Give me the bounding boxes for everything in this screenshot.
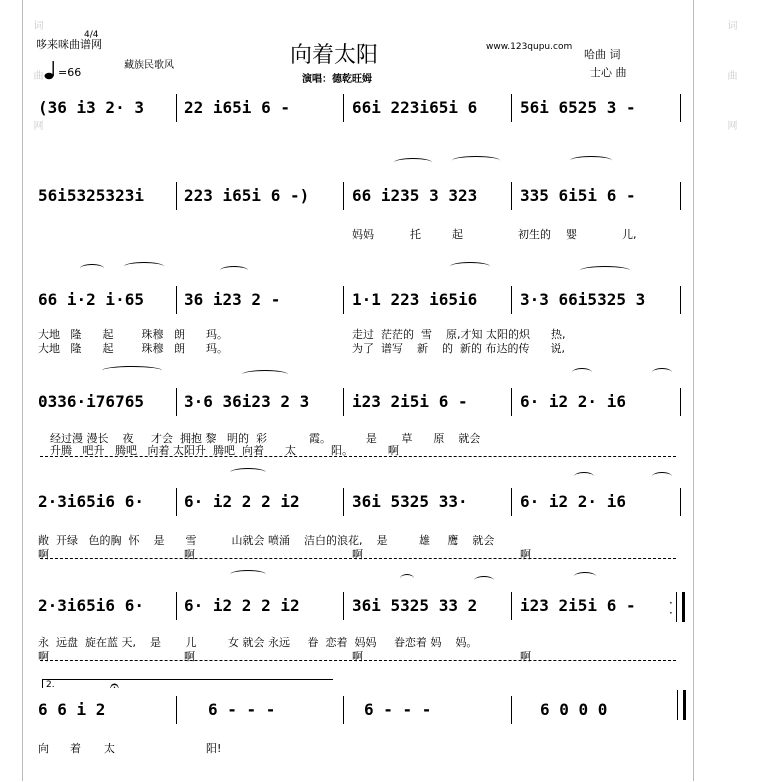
slur [574, 472, 594, 481]
row4-measure3: i23 2i5i 6 - [352, 392, 468, 411]
slur [124, 262, 164, 271]
lyric: 起 [452, 228, 463, 241]
row5-measure1: 2·3i65i6 6· [38, 492, 144, 511]
row5-measure3: 36i 5325 33· [352, 492, 468, 511]
barline [343, 696, 344, 724]
row1-measure4: 56i 6525 3 - [520, 98, 636, 117]
style-label: 藏族民歌风 [124, 60, 174, 71]
row7-measure2: 6 - - - [208, 700, 276, 719]
row6-measure4: i23 2i5i 6 - [520, 596, 636, 615]
slur [400, 574, 414, 583]
barline [511, 94, 512, 122]
barline [343, 182, 344, 210]
dotted-extension [40, 456, 676, 457]
lyric-line2: 啊 [38, 650, 49, 663]
lyric-line2: 啊 [520, 650, 531, 663]
barline [176, 696, 177, 724]
site-logo: 哆来咪曲谱网 [36, 38, 102, 51]
row1-measure2: 22 i65i 6 - [184, 98, 290, 117]
row5-measure4: 6· i2 2· i6 [520, 492, 626, 511]
lyric: 儿, [622, 228, 637, 241]
row6-measure1: 2·3i65i6 6· [38, 596, 144, 615]
lyric-line1: 大地 隆 起 珠穆 朗 玛。 [38, 328, 228, 341]
lyric: 着 [70, 742, 81, 755]
row2-measure3: 66 i235 3 323 [352, 186, 478, 205]
lyricist: 哈曲 词 [584, 48, 621, 61]
barline [343, 592, 344, 620]
song-title: 向着太阳 [290, 43, 379, 68]
lyric-line1b: 走过 茫茫的 雪 原,才知 太阳的炽 热, [352, 328, 566, 341]
barline [343, 388, 344, 416]
barline [511, 388, 512, 416]
lyric-line2: 大地 隆 起 珠穆 朗 玛。 [38, 342, 228, 355]
final-barline [677, 690, 686, 720]
slur [572, 368, 592, 377]
lyric: 阳! [206, 742, 222, 755]
slur [220, 266, 248, 275]
barline [176, 388, 177, 416]
lyric-line1: 敞 开绿 色的胸 怀 是 雪 山就会 喷涌 洁白的浪花, 是 雄 鹰 就会 [38, 534, 495, 547]
slur [580, 266, 630, 275]
slur [102, 366, 162, 375]
lyric-line2b: 为了 谱写 新 的 新的 布达的传 说, [352, 342, 565, 355]
lyric: 妈妈 [352, 228, 374, 241]
barline [680, 286, 681, 314]
barline [176, 182, 177, 210]
slur [450, 262, 490, 271]
lyric-line1: 经过漫 漫长 夜 才会 拥抱 黎 明的 彩 霞。 是 草 原 就会 [50, 432, 481, 445]
site-url: www.123qupu.com [486, 42, 573, 52]
barline [176, 592, 177, 620]
barline [511, 592, 512, 620]
watermark-right: 词曲网 [725, 20, 736, 170]
barline [343, 94, 344, 122]
barline [343, 488, 344, 516]
lyric-line2: 升腾 吧升 腾吧 向着 太阳升 腾吧 向着 太 阳。 啊 [50, 444, 399, 457]
time-signature: 4/4 [84, 30, 99, 40]
lyric-line1: 永 远盘 旋在蓝 天, 是 儿 女 就会 永远 眷 恋着 妈妈 眷恋着 妈 妈。 [38, 636, 478, 649]
ending-number: 2. [46, 680, 55, 690]
row7-measure4: 6 0 0 0 [540, 700, 608, 719]
slur [80, 264, 104, 273]
row4-measure1: 0336·i76765 [38, 392, 144, 411]
lyric-line2: 啊 [184, 548, 195, 561]
row2-measure4: 335 6i5i 6 - [520, 186, 636, 205]
slur [652, 472, 672, 481]
row3-measure1: 66 i·2 i·65 [38, 290, 144, 309]
row3-measure4: 3·3 66i5325 3 [520, 290, 646, 309]
row2-measure2: 223 i65i 6 -) [184, 186, 310, 205]
lyric: 托 [410, 228, 421, 241]
fermata-icon: 𝄐 [110, 676, 119, 695]
barline [680, 94, 681, 122]
slur [230, 570, 266, 579]
barline [680, 182, 681, 210]
barline [176, 286, 177, 314]
barline [511, 488, 512, 516]
barline [680, 388, 681, 416]
tempo: =66 [58, 66, 82, 79]
barline [511, 182, 512, 210]
barline [511, 696, 512, 724]
quarter-note-icon [44, 60, 56, 80]
slur [574, 572, 596, 581]
singer-label: 演唱：德乾旺姆 [302, 74, 372, 85]
row1-measure3: 66i 223i65i 6 [352, 98, 478, 117]
lyric-line2: 啊 [184, 650, 195, 663]
row4-measure4: 6· i2 2· i6 [520, 392, 626, 411]
row7-measure1: 6 6 i 2 [38, 700, 106, 719]
barline [680, 488, 681, 516]
lyric-line2: 啊 [520, 548, 531, 561]
row6-measure3: 36i 5325 33 2 [352, 596, 478, 615]
lyric: 初生的 [518, 228, 551, 241]
lyric: 太 [104, 742, 115, 755]
slur [652, 368, 672, 377]
dotted-extension [40, 660, 676, 661]
lyric: 向 [38, 742, 49, 755]
composer: 士心 曲 [590, 66, 627, 79]
slur [474, 576, 494, 585]
row4-measure2: 3·6 36i23 2 3 [184, 392, 310, 411]
row2-measure1: 56i5325323i [38, 186, 144, 205]
row5-measure2: 6· i2 2 2 i2 [184, 492, 300, 511]
row6-measure2: 6· i2 2 2 i2 [184, 596, 300, 615]
repeat-barline [676, 592, 685, 622]
slur [230, 468, 266, 477]
row3-measure3: 1·1 223 i65i6 [352, 290, 478, 309]
barline [343, 286, 344, 314]
watermark-left: 词曲网 [31, 20, 42, 170]
slur [452, 156, 500, 165]
slur [394, 158, 432, 167]
second-ending-bracket [42, 679, 333, 688]
slur [242, 370, 288, 379]
slur [570, 156, 612, 165]
barline [176, 94, 177, 122]
row1-measure1: (36 i3 2· 3 [38, 98, 144, 117]
lyric-line2: 啊 [352, 650, 363, 663]
lyric-line2: 啊 [38, 548, 49, 561]
barline [511, 286, 512, 314]
row7-measure3: 6 - - - [364, 700, 432, 719]
barline [176, 488, 177, 516]
lyric-line2: 啊 [352, 548, 363, 561]
lyric: 婴 [566, 228, 577, 241]
repeat-dots: · · [669, 596, 673, 620]
dotted-extension [40, 558, 676, 559]
row3-measure2: 36 i23 2 - [184, 290, 281, 309]
